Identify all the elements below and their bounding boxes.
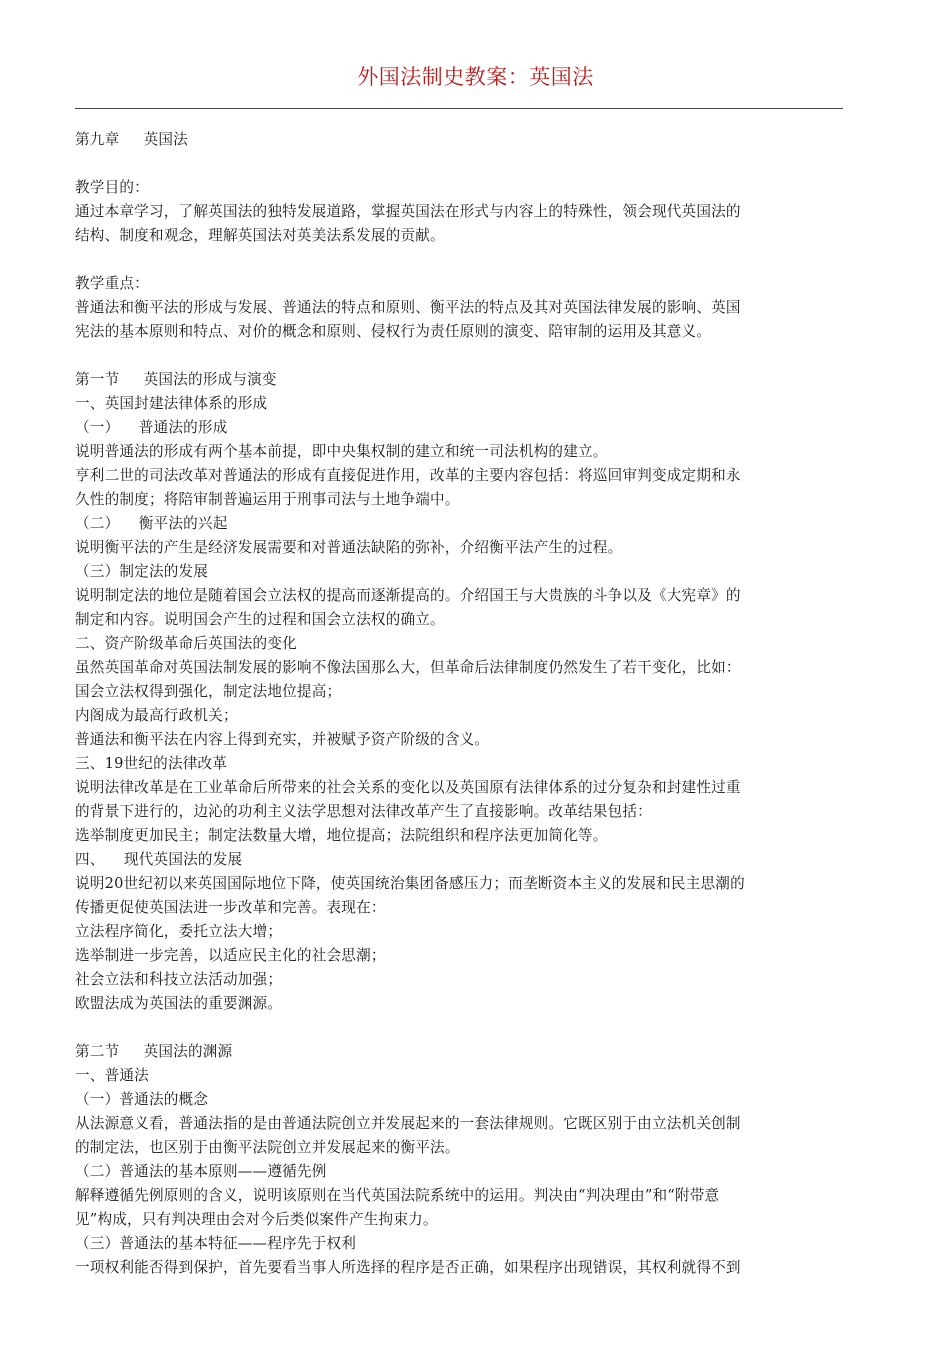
paragraph: 一、普通法 [75, 1067, 149, 1084]
paragraph: 一项权利能否得到保护，首先要看当事人所选择的程序是否正确，如果程序出现错误，其权利就得不到 [75, 1259, 741, 1276]
paragraph: 久性的制度；将陪审制普遍运用于刑事司法与土地争端中。 [75, 491, 460, 508]
paragraph: 虽然英国革命对英国法制发展的影响不像法国那么大，但革命后法律制度仍然发生了若干变化，比如： [75, 659, 741, 676]
objectives-label: 教学目的： [75, 179, 149, 196]
paragraph: （一）普通法的概念 [75, 1091, 209, 1108]
paragraph: 传播更促使英国法进一步改革和完善。表现在： [75, 899, 386, 916]
paragraph: （二） 衡平法的兴起 [75, 515, 228, 532]
focus-text: 宪法的基本原则和特点、对价的概念和原则、侵权行为责任原则的演变、陪审制的运用及其意义。 [75, 323, 712, 340]
paragraph: 一、英国封建法律体系的形成 [75, 395, 268, 412]
section-1-heading: 第一节 英国法的形成与演变 [75, 371, 277, 388]
paragraph: （一） 普通法的形成 [75, 419, 228, 436]
paragraph: 制定和内容。说明国会产生的过程和国会立法权的确立。 [75, 611, 445, 628]
paragraph: 说明法律改革是在工业革命后所带来的社会关系的变化以及英国原有法律体系的过分复杂和封建性过重 [75, 779, 741, 796]
paragraph: 说明20世纪初以来英国国际地位下降，使英国统治集团备感压力；而垄断资本主义的发展和民主思潮的 [75, 875, 745, 892]
paragraph: （二）普通法的基本原则——遵循先例 [75, 1163, 327, 1180]
paragraph: 普通法和衡平法在内容上得到充实，并被赋予资产阶级的含义。 [75, 731, 490, 748]
document-title: 外国法制史教案：英国法 [357, 65, 594, 89]
objectives-text: 结构、制度和观念，理解英国法对英美法系发展的贡献。 [75, 227, 445, 244]
paragraph: 四、 现代英国法的发展 [75, 851, 243, 868]
paragraph: 说明制定法的地位是随着国会立法权的提高而逐渐提高的。介绍国王与大贵族的斗争以及《大宪章》的 [75, 587, 741, 604]
paragraph: 选举制度更加民主；制定法数量大增，地位提高；法院组织和程序法更加简化等。 [75, 827, 608, 844]
section-2-heading: 第二节 英国法的渊源 [75, 1043, 233, 1060]
paragraph: （三）普通法的基本特征——程序先于权利 [75, 1235, 357, 1252]
paragraph: 亨利二世的司法改革对普通法的形成有直接促进作用，改革的主要内容包括：将巡回审判变成定期和永 [75, 467, 741, 484]
paragraph: 立法程序简化，委托立法大增； [75, 923, 283, 940]
title-divider [75, 108, 843, 109]
paragraph: 三、19世纪的法律改革 [75, 755, 228, 772]
paragraph: 从法源意义看，普通法指的是由普通法院创立并发展起来的一套法律规则。它既区别于由立法机关创制 [75, 1115, 741, 1132]
paragraph: 的制定法，也区别于由衡平法院创立并发展起来的衡平法。 [75, 1139, 460, 1156]
paragraph: 选举制进一步完善，以适应民主化的社会思潮； [75, 947, 386, 964]
focus-text: 普通法和衡平法的形成与发展、普通法的特点和原则、衡平法的特点及其对英国法律发展的影响、英国 [75, 299, 741, 316]
paragraph: 解释遵循先例原则的含义，说明该原则在当代英国法院系统中的运用。判决由“判决理由”和“附带意 [75, 1187, 720, 1204]
paragraph: 的背景下进行的，边沁的功利主义法学思想对法律改革产生了直接影响。改革结果包括： [75, 803, 652, 820]
document-body [75, 128, 843, 1280]
paragraph: 欧盟法成为英国法的重要渊源。 [75, 995, 283, 1012]
focus-label: 教学重点： [75, 275, 149, 292]
paragraph: 国会立法权得到强化，制定法地位提高； [75, 683, 342, 700]
paragraph: 社会立法和科技立法活动加强； [75, 971, 283, 988]
paragraph: （三）制定法的发展 [75, 563, 209, 580]
paragraph: 内阁成为最高行政机关； [75, 707, 238, 724]
paragraph: 说明普通法的形成有两个基本前提，即中央集权制的建立和统一司法机构的建立。 [75, 443, 608, 460]
chapter-heading: 第九章 英国法 [75, 131, 188, 148]
paragraph: 说明衡平法的产生是经济发展需要和对普通法缺陷的弥补，介绍衡平法产生的过程。 [75, 539, 623, 556]
objectives-text: 通过本章学习，了解英国法的独特发展道路，掌握英国法在形式与内容上的特殊性，领会现代英国法的 [75, 203, 741, 220]
paragraph: 见”构成，只有判决理由会对今后类似案件产生拘束力。 [75, 1211, 438, 1228]
paragraph: 二、资产阶级革命后英国法的变化 [75, 635, 297, 652]
